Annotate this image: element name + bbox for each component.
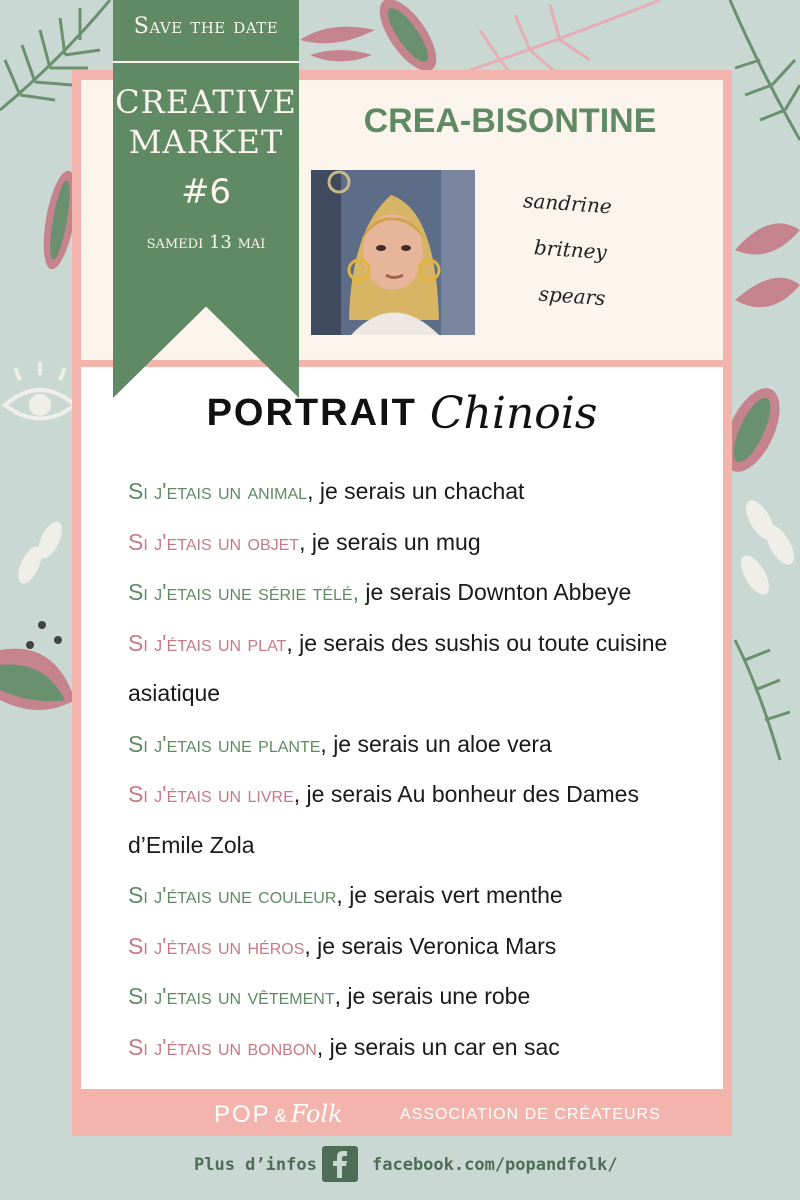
facebook-link[interactable]: facebook.com/popandfolk/ [372,1155,618,1175]
more-info-label: Plus d’infos [194,1155,317,1175]
answer-text: , je serais un chachat [307,478,525,504]
answer-question: Si j'etais une série télé, [128,579,359,605]
portrait-heading [81,388,723,439]
list-item [128,1022,718,1073]
event-title-line2: MARKET [128,123,284,161]
list-item [128,921,718,972]
event-date: samedi 13 mai [146,232,266,253]
answer-question: Si j'etais un objet [128,528,300,555]
event-number: #6 [180,172,232,212]
answer-question: Si j'etais un vêtement [128,983,335,1009]
signature-line1: sandrine [522,188,613,219]
pop-and-folk-logo [214,1100,343,1129]
association-label: ASSOCIATION DE CRÉATEURS [400,1106,661,1123]
answer-text: , je serais Veronica Mars [304,932,557,959]
ribbon-divider [113,61,299,63]
answers-list [128,466,718,1072]
list-item [128,567,718,618]
answer-question: Si j'étais un héros [128,932,305,959]
list-item [128,719,718,770]
answer-text: , je serais des sushis ou toute cuisine asiatique [128,629,668,706]
list-item [128,769,718,870]
answer-text: , je serais Au bonheur des Dames d’Emile Zola [128,781,639,858]
event-title [113,82,299,162]
answer-question: Si j'étais une couleur [128,882,337,908]
list-item [128,517,718,568]
logo-folk: Folk [290,1100,343,1128]
list-item [128,466,718,517]
answer-text: je serais Downton Abbeye [359,579,632,605]
save-the-date-label: Save the date [133,14,279,39]
answer-question: Si j'etais une plante [128,730,321,757]
creator-name: CREA-BISONTINE [363,102,657,140]
list-item [128,618,718,719]
handwritten-signature [515,177,664,324]
answer-text: , je serais un aloe vera [320,730,552,757]
logo-pop: POP [214,1101,271,1128]
list-item [128,870,718,921]
heading-portrait: PORTRAIT [206,392,417,434]
list-item [128,971,718,1022]
signature-line3: spears [538,281,607,311]
answer-question: Si j'étais un bonbon [128,1033,317,1060]
answer-text: , je serais un mug [299,528,481,555]
creator-photo [311,170,475,335]
logo-amp: & [274,1106,287,1126]
answer-question: Si j'etais un animal [128,478,308,504]
heading-chinois: Chinois [429,388,598,439]
answer-question: Si j'étais un livre [128,781,294,807]
answer-text: , je serais un car en sac [316,1033,560,1060]
answer-text: , je serais vert menthe [336,882,563,908]
answer-text: , je serais une robe [334,983,531,1009]
event-title-line1: CREATIVE [115,83,297,121]
facebook-icon[interactable] [322,1146,358,1182]
answer-question: Si j'étais un plat [128,629,287,656]
signature-line2: britney [533,235,608,265]
eye-icon [5,362,75,419]
